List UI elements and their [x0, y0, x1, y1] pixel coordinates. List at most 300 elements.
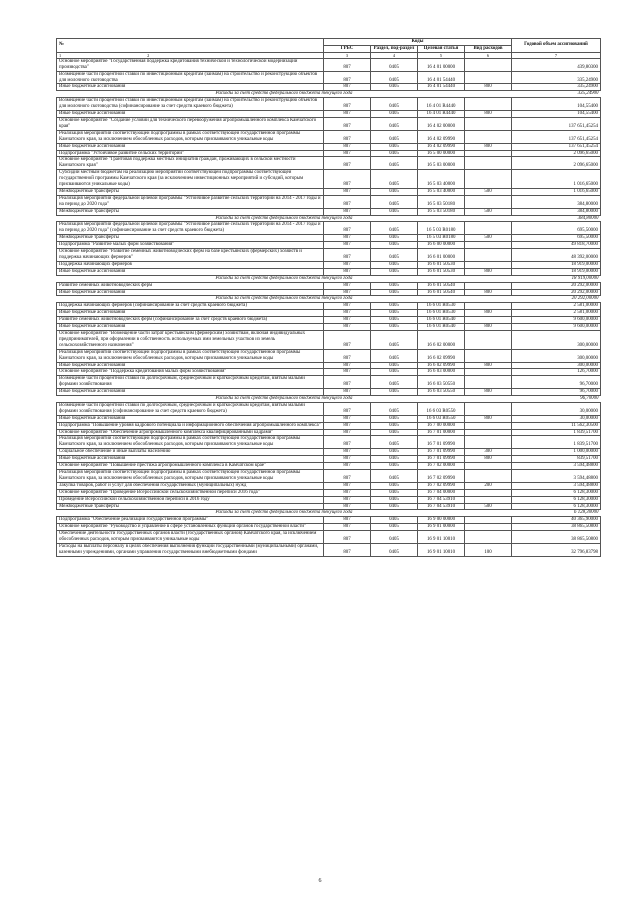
row-expense-type [465, 58, 512, 71]
row-expense-type [465, 117, 512, 130]
row-razdel: 0405 [371, 517, 418, 524]
row-target-article: 16 4 02 09990 [418, 130, 465, 143]
table-row [57, 524, 601, 531]
table-row [57, 130, 601, 143]
column-number: 6 [465, 52, 512, 58]
row-target-article: 16 7 04 00000 [418, 489, 465, 496]
row-expense-type [465, 157, 512, 170]
row-target-article: 16 4 01 R4440 [418, 111, 465, 118]
row-expense-type [465, 349, 512, 362]
row-name: Основное мероприятие "Поддержка кредитования малых форм хозяйствования" [57, 369, 324, 376]
note-text: Расходы за счет средств федерального бюджета текущего года [57, 396, 512, 403]
row-name: Иные бюджетные ассигнования [57, 324, 324, 331]
row-expense-type: 800 [465, 111, 512, 118]
row-target-article: 16 6 03 00000 [418, 369, 465, 376]
row-expense-type: 500 [465, 503, 512, 510]
row-expense-type [465, 436, 512, 449]
row-name: Развитие семейных животноводческих ферм (софинансирование за счет средств краевого бюджета) [57, 317, 324, 324]
row-expense-type: 800 [465, 268, 512, 275]
note-sum: 96,70000 [512, 396, 601, 403]
table-row [57, 249, 601, 262]
row-grbs: 807 [324, 415, 371, 422]
row-name: Иные бюджетные ассигнования [57, 268, 324, 275]
row-target-article: 16 6 01 R0540 [418, 324, 465, 331]
row-grbs: 807 [324, 289, 371, 296]
row-razdel: 0405 [371, 150, 418, 157]
row-sum: 126,70000 [512, 369, 601, 376]
row-sum: 30,00000 [512, 402, 601, 415]
row-razdel: 0405 [371, 543, 418, 556]
row-razdel: 0405 [371, 362, 418, 369]
row-expense-type: 800 [465, 310, 512, 317]
note-row [57, 275, 601, 282]
row-grbs: 807 [324, 84, 371, 91]
row-razdel: 0405 [371, 324, 418, 331]
row-grbs: 807 [324, 330, 371, 349]
row-grbs: 807 [324, 324, 371, 331]
table-row [57, 111, 601, 118]
row-razdel: 0405 [371, 188, 418, 195]
row-razdel: 0405 [371, 524, 418, 531]
row-name: Иные бюджетные ассигнования [57, 84, 324, 91]
row-sum: 38 865,50800 [512, 531, 601, 544]
row-sum: 335,24900 [512, 84, 601, 91]
row-name: Межбюджетные трансферты [57, 503, 324, 510]
row-target-article: 16 9 01 10010 [418, 531, 465, 544]
row-name: Основное мероприятие "Государственная поддержка кредитования технической и технологической модернизации производства" [57, 58, 324, 71]
row-sum: 300,00000 [512, 349, 601, 362]
note-row [57, 510, 601, 517]
row-razdel: 0405 [371, 429, 418, 436]
row-name: Проведение Всероссийской сельскохозяйственной переписи в 2016 году [57, 496, 324, 503]
table-row [57, 422, 601, 429]
row-name: Иные бюджетные ассигнования [57, 389, 324, 396]
row-grbs: 807 [324, 117, 371, 130]
row-sum: 1 016,65000 [512, 188, 601, 195]
row-razdel: 0405 [371, 170, 418, 189]
row-target-article: 16 7 02 09990 [418, 470, 465, 483]
row-target-article: 16 5 03 50180 [418, 208, 465, 215]
note-text: Расходы за счет средств федерального бюджета текущего года [57, 296, 512, 303]
table-row [57, 456, 601, 463]
row-name: Межбюджетные трансферты [57, 188, 324, 195]
row-grbs: 807 [324, 282, 371, 289]
row-expense-type [465, 422, 512, 429]
row-razdel: 0405 [371, 98, 418, 111]
table-row [57, 98, 601, 111]
row-razdel: 0405 [371, 58, 418, 71]
table-row [57, 310, 601, 317]
row-razdel: 0405 [371, 489, 418, 496]
budget-table-sheet [56, 38, 601, 557]
row-name: Основное мероприятие "Развитие семейных животноводческих ферм на базе крестьянских (фермерских) хозяйств и поддержка начинающих фермеров" [57, 249, 324, 262]
row-target-article: 16 6 03 50550 [418, 389, 465, 396]
row-expense-type: 800 [465, 389, 512, 396]
row-razdel: 0405 [371, 268, 418, 275]
row-name: Подпрограмма "Обеспечение реализации государственной программы" [57, 517, 324, 524]
column-number: 1 [59, 52, 62, 58]
row-name: Реализация мероприятий соответствующей подпрограммы в рамках соответствующей государственной программы Камчатского края, за исключением обособленных расходов, которым присваиваются уникальные коды [57, 470, 324, 483]
row-name: Реализация мероприятий федеральной целевой программы "Устойчивое развитие сельских территорий на 2014 - 2017 годы и на период до 2020 года" (софинансирование за счет средств краевого бюджета) [57, 222, 324, 235]
row-razdel: 0405 [371, 242, 418, 249]
row-grbs: 807 [324, 268, 371, 275]
table-row [57, 531, 601, 544]
header-num: № [57, 39, 324, 53]
row-name: Расходы на выплаты персоналу в целях обеспечения выполнения функций государственными (муниципальными) органами, казенными учреждениями, органами управления государственными внебюджетными фондами [57, 543, 324, 556]
row-expense-type: 500 [465, 208, 512, 215]
row-target-article: 16 6 03 50550 [418, 376, 465, 389]
row-target-article: 16 6 03 R0550 [418, 402, 465, 415]
table-row [57, 376, 601, 389]
row-razdel: 0405 [371, 470, 418, 483]
row-expense-type: 800 [465, 143, 512, 150]
row-grbs: 807 [324, 249, 371, 262]
row-expense-type: 200 [465, 482, 512, 489]
row-name: Межбюджетные трансферты [57, 208, 324, 215]
table-body [57, 52, 601, 556]
row-target-article: 16 6 01 50530 [418, 261, 465, 268]
row-sum: 1 839,51700 [512, 436, 601, 449]
table-row [57, 282, 601, 289]
row-sum: 30,00000 [512, 415, 601, 422]
row-sum: 3 594,48800 [512, 482, 601, 489]
row-grbs: 807 [324, 235, 371, 242]
row-grbs: 807 [324, 489, 371, 496]
row-target-article: 16 7 00 00000 [418, 422, 465, 429]
row-target-article: 16 5 00 00000 [418, 150, 465, 157]
budget-table [56, 38, 601, 557]
row-grbs: 807 [324, 429, 371, 436]
table-row [57, 369, 601, 376]
row-name: Иные бюджетные ассигнования [57, 111, 324, 118]
row-razdel: 0405 [371, 402, 418, 415]
row-razdel: 0405 [371, 422, 418, 429]
row-expense-type [465, 249, 512, 262]
note-sum: 384,80000 [512, 215, 601, 222]
row-target-article: 16 7 01 00000 [418, 429, 465, 436]
row-grbs: 807 [324, 58, 371, 71]
row-target-article: 16 7 02 09990 [418, 482, 465, 489]
header-codes: Коды [324, 39, 512, 46]
row-sum: 1 839,51700 [512, 429, 601, 436]
row-sum: 2 096,65000 [512, 150, 601, 157]
row-target-article: 16 7 01 09990 [418, 449, 465, 456]
row-name: Подпрограмма "Повышение уровня кадрового потенциала и информационного обеспечения агропромышленного комплекса" [57, 422, 324, 429]
header-cs: Целевая статья [418, 45, 465, 52]
row-grbs: 807 [324, 524, 371, 531]
row-sum: 18 919,00000 [512, 261, 601, 268]
note-sum: 18 919,00000 [512, 275, 601, 282]
row-name: Основное мероприятие "Создание условий для технического перевооружения агропромышленного комплекса Камчатского края" [57, 117, 324, 130]
row-razdel: 0405 [371, 503, 418, 510]
row-sum: 104,55400 [512, 98, 601, 111]
row-name: Основное мероприятие "Возмещение части затрат крестьянским (фермерским) хозяйствам, включая индивидуальных предпринимателей, при оформлении в собственность используемых ими земельных участков из земель сельскохозяйственного назначения" [57, 330, 324, 349]
row-target-article: 16 7 04 53910 [418, 496, 465, 503]
row-grbs: 807 [324, 436, 371, 449]
row-target-article: 16 6 00 00000 [418, 242, 465, 249]
row-grbs: 807 [324, 261, 371, 268]
row-expense-type: 100 [465, 543, 512, 556]
row-target-article: 16 6 01 R0530 [418, 303, 465, 310]
row-grbs: 807 [324, 456, 371, 463]
row-razdel: 0405 [371, 376, 418, 389]
table-row [57, 208, 601, 215]
row-grbs: 807 [324, 303, 371, 310]
table-row [57, 117, 601, 130]
row-target-article: 16 5 03 R0180 [418, 235, 465, 242]
row-name: Поддержка начинающих фермеров [57, 261, 324, 268]
row-grbs: 807 [324, 349, 371, 362]
row-name: Иные бюджетные ассигнования [57, 310, 324, 317]
row-expense-type [465, 463, 512, 470]
row-name: Основное мероприятие "Обеспечение агропромышленного комплекса квалифицированными кадрами" [57, 429, 324, 436]
row-name: Обеспечение деятельности государственных органов власти (государственных органов) Камчатского края, за исключением обособленных расходов, которым присваиваются уникальные коды [57, 531, 324, 544]
column-number: 3 [324, 52, 371, 58]
row-name: Основное мероприятие "Проведение Всероссийской сельскохозяйственной переписи 2016 года" [57, 489, 324, 496]
table-row [57, 170, 601, 189]
row-target-article: 16 4 01 00000 [418, 58, 465, 71]
table-row [57, 242, 601, 249]
row-name: Реализация мероприятий соответствующей подпрограммы в рамках соответствующей государственной программы Камчатского края, за исключением обособленных расходов, которым присваиваются уникальные коды [57, 130, 324, 143]
row-expense-type: 800 [465, 415, 512, 422]
row-razdel: 0405 [371, 369, 418, 376]
row-name: Иные бюджетные ассигнования [57, 456, 324, 463]
row-target-article: 16 7 01 09990 [418, 436, 465, 449]
row-sum: 20 292,00000 [512, 289, 601, 296]
row-grbs: 807 [324, 389, 371, 396]
row-name: Иные бюджетные ассигнования [57, 143, 324, 150]
row-name: Развитие семейных животноводческих ферм [57, 282, 324, 289]
row-grbs: 807 [324, 188, 371, 195]
row-name: Основное мероприятие "Повышение престижа агропромышленного комплекса в Камчатском крае" [57, 463, 324, 470]
table-row [57, 71, 601, 84]
table-row [57, 150, 601, 157]
row-sum: 49 818,70000 [512, 242, 601, 249]
table-row [57, 143, 601, 150]
row-razdel: 0405 [371, 111, 418, 118]
row-sum: 384,80000 [512, 195, 601, 208]
row-target-article: 16 5 03 50180 [418, 195, 465, 208]
note-sum: 335,24900 [512, 91, 601, 98]
row-name: Реализация мероприятий соответствующей подпрограммы в рамках соответствующей государственной программы Камчатского края, за исключением обособленных расходов, которым присваиваются уникальные коды [57, 436, 324, 449]
row-sum: 11 562,30500 [512, 422, 601, 429]
row-target-article: 16 7 02 00000 [418, 463, 465, 470]
row-grbs: 807 [324, 362, 371, 369]
table-row [57, 489, 601, 496]
row-razdel: 0405 [371, 208, 418, 215]
note-text: Расходы за счет средств федерального бюджета текущего года [57, 215, 512, 222]
table-row [57, 389, 601, 396]
row-grbs: 807 [324, 376, 371, 389]
row-razdel: 0405 [371, 482, 418, 489]
row-expense-type: 800 [465, 84, 512, 91]
row-sum: 6 128,30000 [512, 503, 601, 510]
row-target-article: 16 7 04 53910 [418, 503, 465, 510]
note-row [57, 396, 601, 403]
row-target-article: 16 7 01 09990 [418, 456, 465, 463]
row-razdel: 0405 [371, 261, 418, 268]
row-target-article: 16 6 02 09990 [418, 362, 465, 369]
row-expense-type [465, 317, 512, 324]
row-target-article: 16 6 01 R0540 [418, 317, 465, 324]
row-name: Межбюджетные трансферты [57, 235, 324, 242]
row-expense-type [465, 71, 512, 84]
note-sum: 6 128,30000 [512, 510, 601, 517]
row-sum: 300,00000 [512, 330, 601, 349]
note-row [57, 215, 601, 222]
note-sum: 20 292,00000 [512, 296, 601, 303]
row-razdel: 0405 [371, 71, 418, 84]
row-expense-type [465, 429, 512, 436]
table-row [57, 517, 601, 524]
row-grbs: 807 [324, 543, 371, 556]
row-name: Поддержка начинающих фермеров (софинансирование за счет средств краевого бюджета) [57, 303, 324, 310]
row-grbs: 807 [324, 402, 371, 415]
row-grbs: 807 [324, 496, 371, 503]
row-name: Социальное обеспечение и иные выплаты населению [57, 449, 324, 456]
row-sum: 3 594,48800 [512, 470, 601, 483]
header-row-codes [57, 39, 601, 46]
row-expense-type: 500 [465, 188, 512, 195]
row-sum: 1 000,00000 [512, 449, 601, 456]
row-expense-type [465, 150, 512, 157]
row-expense-type [465, 369, 512, 376]
row-expense-type [465, 222, 512, 235]
row-sum: 6 128,30000 [512, 489, 601, 496]
row-name: Подпрограмма "Развитие малых форм хозяйствования" [57, 242, 324, 249]
row-grbs: 807 [324, 208, 371, 215]
row-name: Возмещение части процентной ставки по инвестиционным кредитам (займам) на строительство и реконструкцию объектов для молочного скотоводства (софинансирование за счет средств краевого бюджета) [57, 98, 324, 111]
row-grbs: 807 [324, 317, 371, 324]
row-razdel: 0405 [371, 303, 418, 310]
row-sum: 6 128,30000 [512, 496, 601, 503]
row-grbs: 807 [324, 195, 371, 208]
row-sum: 137 651,45254 [512, 117, 601, 130]
row-expense-type [465, 242, 512, 249]
row-razdel: 0405 [371, 249, 418, 262]
row-sum: 96,70000 [512, 389, 601, 396]
note-row [57, 296, 601, 303]
row-target-article: 16 6 03 R0550 [418, 415, 465, 422]
row-expense-type: 300 [465, 449, 512, 456]
table-row [57, 362, 601, 369]
row-razdel: 0405 [371, 449, 418, 456]
row-sum: 695,50000 [512, 235, 601, 242]
row-expense-type [465, 517, 512, 524]
row-razdel: 0405 [371, 84, 418, 91]
table-row [57, 496, 601, 503]
row-razdel: 0405 [371, 157, 418, 170]
row-grbs: 807 [324, 222, 371, 235]
column-number: 7 [512, 52, 601, 58]
row-grbs: 807 [324, 150, 371, 157]
row-target-article: 16 6 01 50530 [418, 268, 465, 275]
note-text: Расходы за счет средств федерального бюджета текущего года [57, 510, 512, 517]
row-razdel: 0405 [371, 456, 418, 463]
row-name: Основное мероприятие "Грантовая поддержка местных инициатив граждан, проживающих в сельской местности Камчатского края" [57, 157, 324, 170]
row-sum: 9 600,00000 [512, 317, 601, 324]
row-sum: 137 651,45254 [512, 130, 601, 143]
row-expense-type [465, 470, 512, 483]
table-row [57, 429, 601, 436]
row-sum: 38 865,50800 [512, 524, 601, 531]
row-grbs: 807 [324, 111, 371, 118]
row-razdel: 0405 [371, 436, 418, 449]
header-vr: Вид расходов [465, 45, 512, 52]
row-sum: 839,51700 [512, 456, 601, 463]
row-target-article: 16 4 01 54440 [418, 84, 465, 91]
row-target-article: 16 6 02 09990 [418, 349, 465, 362]
table-row [57, 415, 601, 422]
row-target-article: 16 5 03 00000 [418, 157, 465, 170]
row-razdel: 0405 [371, 389, 418, 396]
table-row [57, 303, 601, 310]
row-sum: 137 651,45254 [512, 143, 601, 150]
row-grbs: 807 [324, 482, 371, 489]
row-expense-type [465, 98, 512, 111]
row-sum: 2 581,00000 [512, 310, 601, 317]
row-razdel: 0405 [371, 496, 418, 503]
table-row [57, 268, 601, 275]
row-expense-type [465, 531, 512, 544]
row-target-article: 16 6 01 50540 [418, 289, 465, 296]
row-sum: 9 600,00000 [512, 324, 601, 331]
row-name: Иные бюджетные ассигнования [57, 362, 324, 369]
column-number: 5 [418, 52, 465, 58]
row-expense-type: 800 [465, 456, 512, 463]
note-text: Расходы за счет средств федерального бюджета текущего года [57, 91, 512, 98]
row-sum: 18 919,00000 [512, 268, 601, 275]
table-row [57, 317, 601, 324]
table-row [57, 157, 601, 170]
table-row [57, 402, 601, 415]
row-expense-type: 800 [465, 324, 512, 331]
row-sum: 3 594,48800 [512, 463, 601, 470]
row-grbs: 807 [324, 470, 371, 483]
row-expense-type: 500 [465, 235, 512, 242]
table-row [57, 543, 601, 556]
row-target-article: 16 5 03 R0180 [418, 222, 465, 235]
table-row [57, 84, 601, 91]
row-sum: 439,80300 [512, 58, 601, 71]
row-expense-type [465, 496, 512, 503]
row-target-article: 16 9 00 00000 [418, 517, 465, 524]
row-grbs: 807 [324, 130, 371, 143]
row-name: Основное мероприятие "Руководство и управление в сфере установленных функций органов государственной власти" [57, 524, 324, 531]
row-razdel: 0405 [371, 330, 418, 349]
row-sum: 104,55400 [512, 111, 601, 118]
row-target-article: 16 6 01 50540 [418, 282, 465, 289]
note-text: Расходы за счет средств федерального бюджета текущего года [57, 275, 512, 282]
row-target-article: 16 9 01 10010 [418, 543, 465, 556]
row-sum: 32 796,83798 [512, 543, 601, 556]
row-razdel: 0405 [371, 143, 418, 150]
header-grbs: ГРБС [324, 45, 371, 52]
row-target-article: 16 4 01 R4440 [418, 98, 465, 111]
row-name: Закупка товаров, работ и услуг для обеспечения государственных (муниципальных) нужд [57, 482, 324, 489]
row-target-article: 16 6 01 00000 [418, 249, 465, 262]
table-row [57, 330, 601, 349]
row-razdel: 0405 [371, 117, 418, 130]
row-target-article: 16 5 03 40000 [418, 170, 465, 189]
row-name: Иные бюджетные ассигнования [57, 415, 324, 422]
row-grbs: 807 [324, 157, 371, 170]
row-target-article: 16 4 02 00000 [418, 117, 465, 130]
row-name: Возмещение части процентной ставки по инвестиционным кредитам (займам) на строительство и реконструкцию объектов для молочного скотоводства [57, 71, 324, 84]
row-expense-type [465, 524, 512, 531]
row-razdel: 0405 [371, 289, 418, 296]
row-grbs: 807 [324, 503, 371, 510]
